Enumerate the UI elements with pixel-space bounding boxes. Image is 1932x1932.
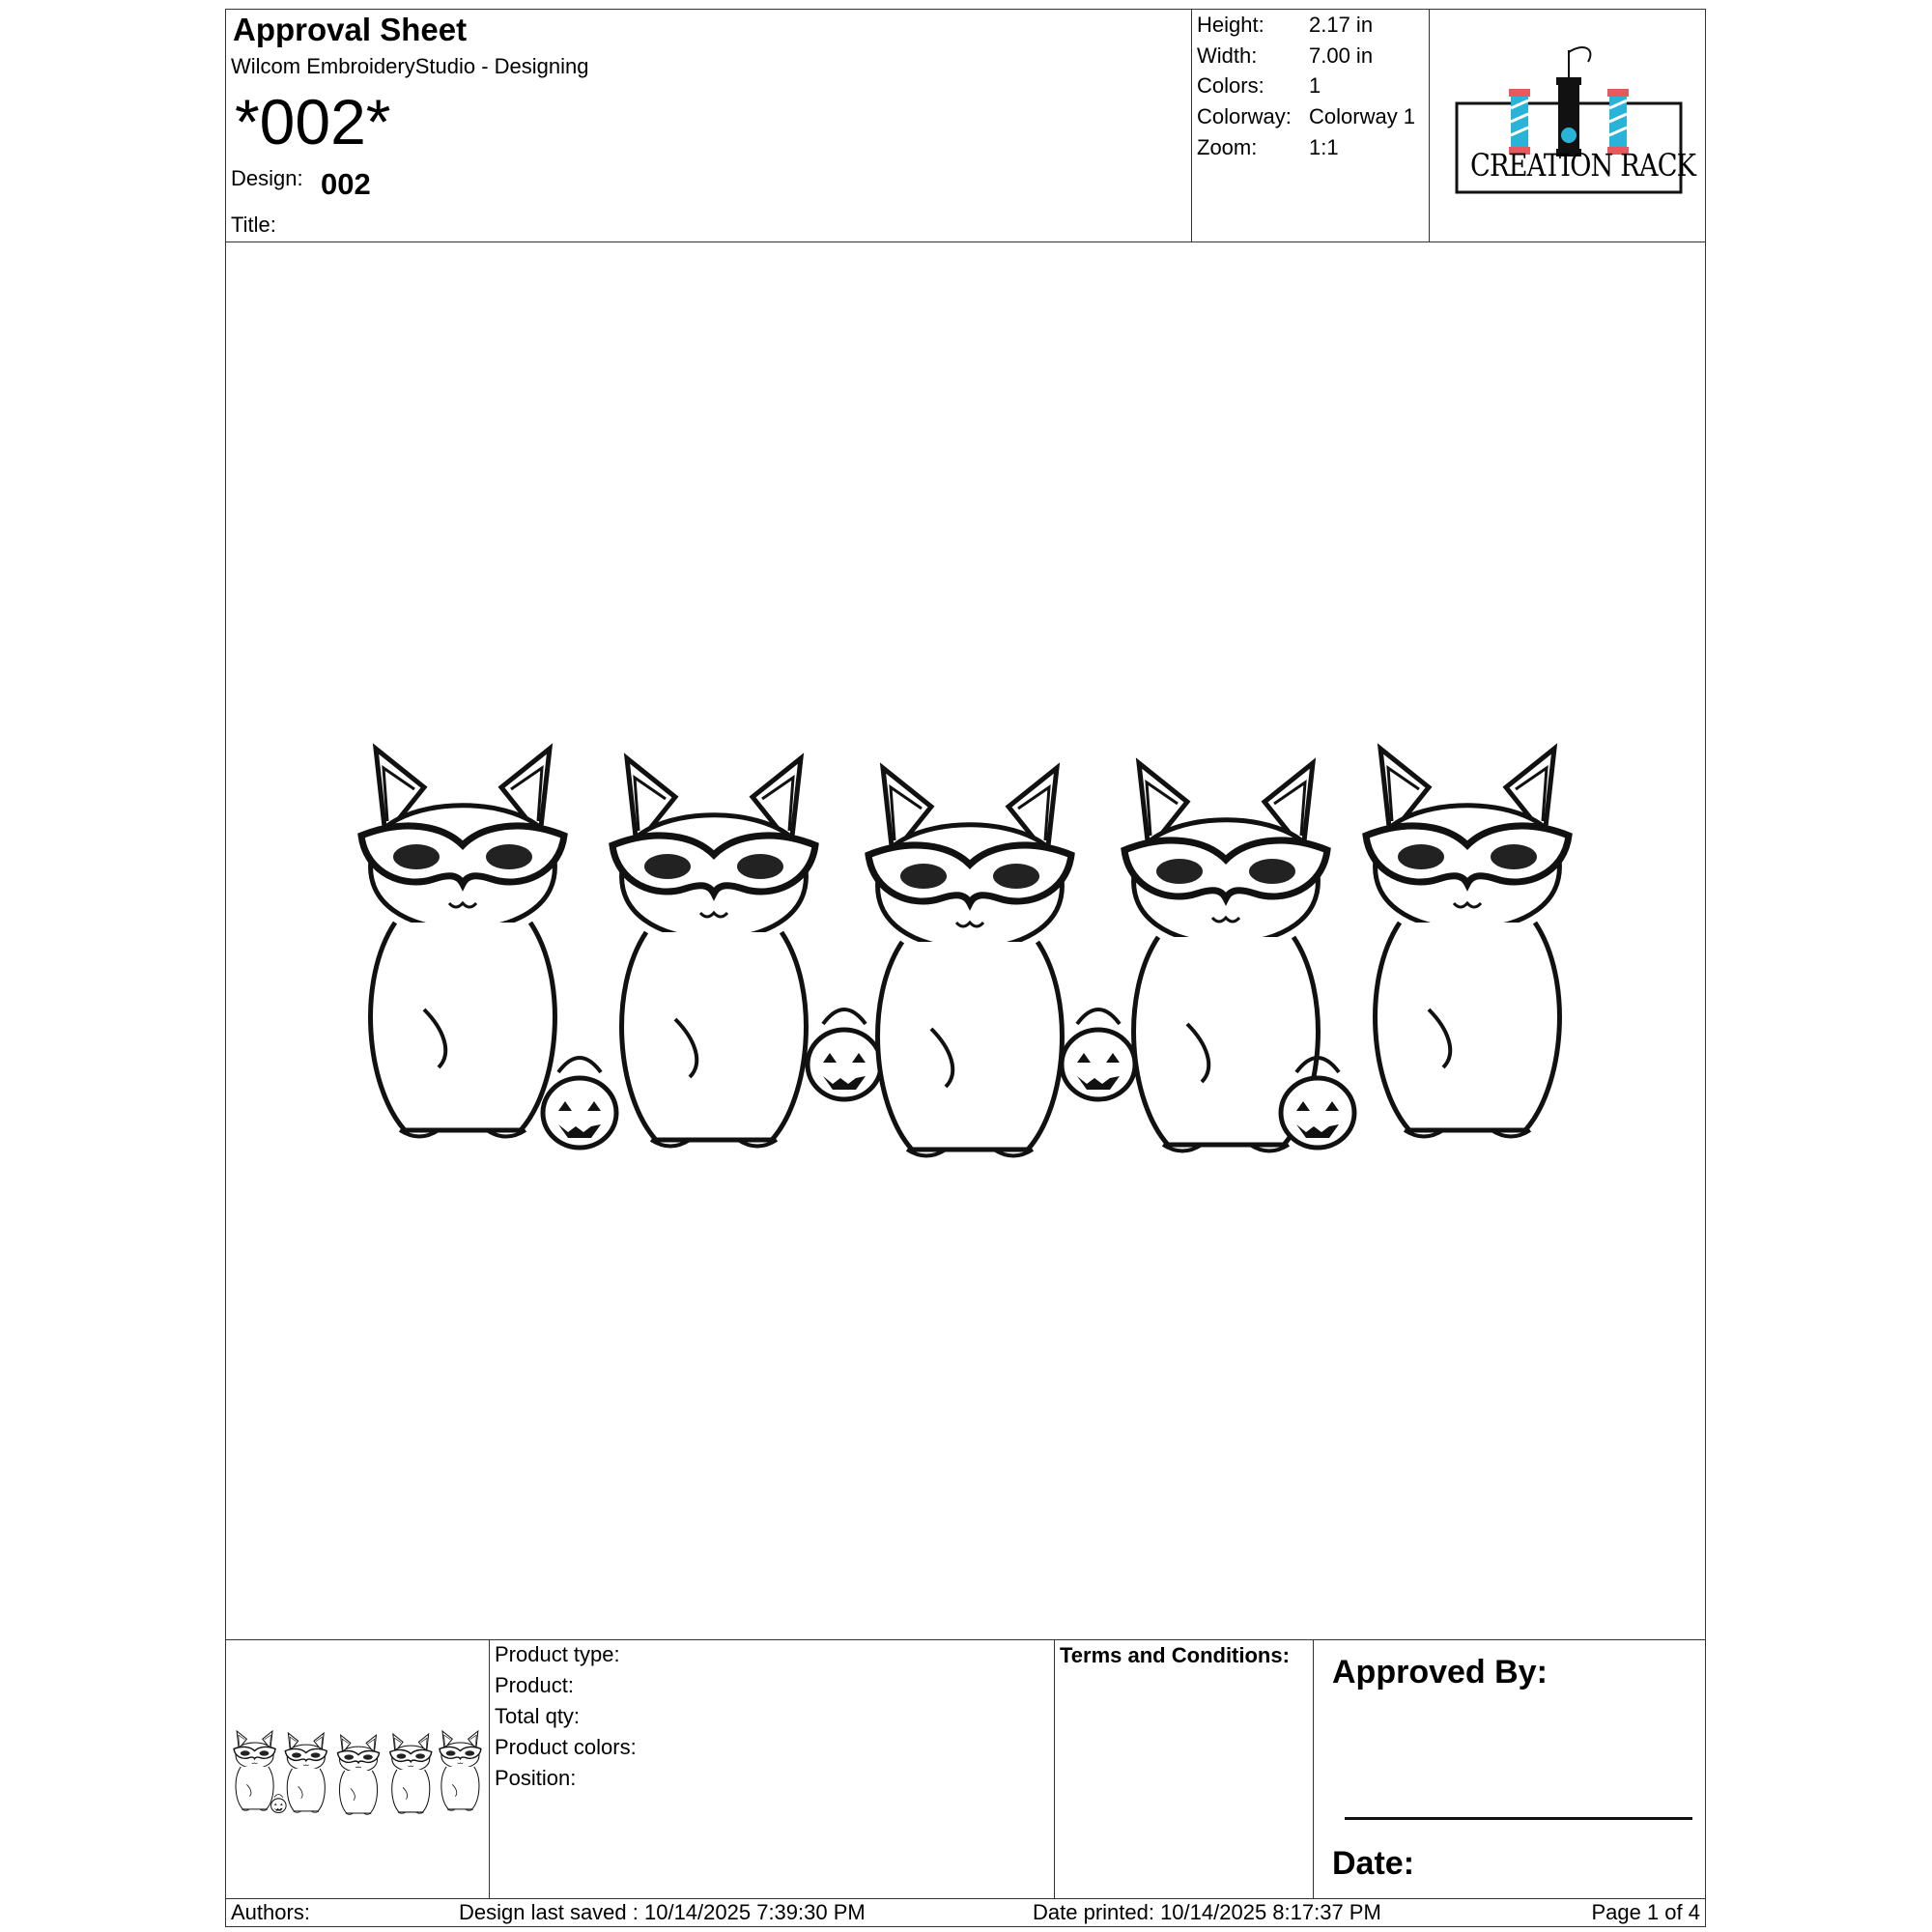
product-colors-label: Product colors: [495, 1735, 637, 1759]
spec-width-label: Width: [1197, 43, 1258, 68]
spec-colors-label: Colors: [1197, 73, 1264, 98]
pumpkin-1 [543, 1058, 616, 1148]
cat-2 [612, 758, 815, 1147]
spec-zoom-label: Zoom: [1197, 135, 1258, 159]
last-saved-text: Design last saved : 10/14/2025 7:39:30 PM [459, 1900, 866, 1924]
spec-colorway-value: Colorway 1 [1309, 104, 1416, 128]
product-label: Product: [495, 1673, 574, 1697]
terms-label: Terms and Conditions: [1060, 1643, 1290, 1667]
cat-design-illustration [342, 739, 1588, 1164]
spec-width-value: 7.00 in [1309, 43, 1374, 68]
product-type-label: Product type: [495, 1642, 620, 1666]
logo-text: CREATION RACK [1470, 147, 1696, 184]
footer-bottom-divider [226, 1898, 1705, 1899]
spec-height-label: Height: [1197, 13, 1264, 37]
logo-graphic [1453, 41, 1696, 210]
approved-by-label: Approved By: [1332, 1654, 1548, 1690]
software-name: Wilcom EmbroideryStudio - Designing [231, 54, 589, 78]
date-label: Date: [1332, 1845, 1415, 1882]
spool-right-icon [1607, 89, 1629, 155]
date-printed-text: Date printed: 10/14/2025 8:17:37 PM [1033, 1900, 1381, 1924]
total-qty-label: Total qty: [495, 1704, 581, 1728]
spool-left-icon [1509, 89, 1530, 155]
signature-line [1345, 1817, 1692, 1820]
design-preview [342, 739, 1588, 1164]
spec-zoom-value: 1:1 [1309, 135, 1339, 159]
design-value: 002 [321, 167, 371, 201]
page-number: Page 1 of 4 [1591, 1900, 1700, 1924]
pumpkin-3 [1062, 1009, 1135, 1099]
design-label: Design: [231, 166, 303, 190]
thumbnail-graphic [230, 1724, 485, 1821]
approval-sheet [225, 9, 1706, 1927]
spec-colors-value: 1 [1309, 73, 1321, 98]
sheet-title: Approval Sheet [233, 12, 468, 47]
cat-3 [868, 768, 1071, 1156]
title-label: Title: [231, 213, 276, 237]
footer-top-divider [226, 1639, 1705, 1640]
design-thumbnail [230, 1724, 485, 1821]
thumb-divider [489, 1639, 490, 1898]
specs-divider [1191, 10, 1192, 242]
design-code: *002* [235, 86, 391, 157]
pumpkin-2 [808, 1009, 881, 1099]
cat-5 [1366, 749, 1569, 1137]
spec-height-value: 2.17 in [1309, 13, 1374, 37]
logo-divider [1429, 10, 1430, 242]
authors-label: Authors: [231, 1900, 310, 1924]
position-label: Position: [495, 1766, 577, 1790]
terms-divider [1054, 1639, 1055, 1898]
spec-colorway-label: Colorway: [1197, 104, 1292, 128]
creation-rack-logo [1453, 41, 1696, 210]
cat-1 [361, 749, 564, 1137]
approval-divider [1313, 1639, 1314, 1898]
